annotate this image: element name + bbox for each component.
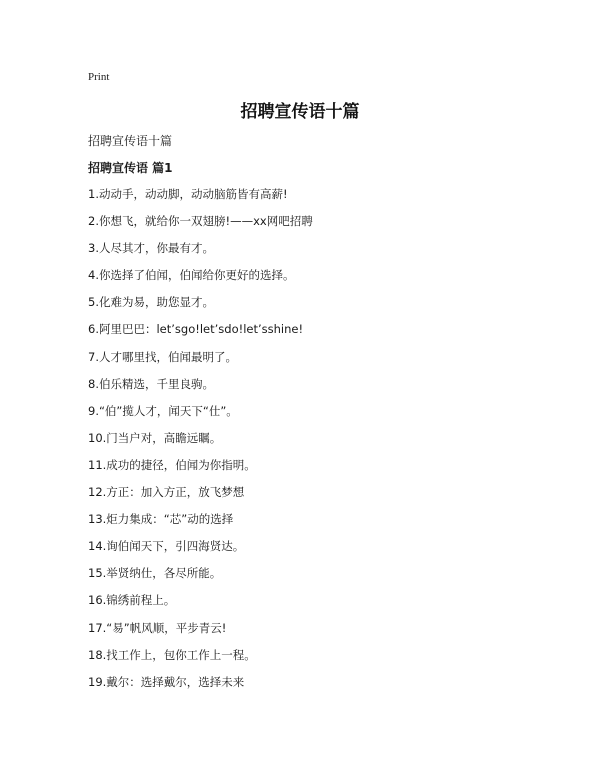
slogan-item: 9.“伯”揽人才，闻天下“仕”。 xyxy=(88,403,238,418)
slogan-item: 4.你选择了伯闻，伯闻给你更好的选择。 xyxy=(88,268,295,283)
slogan-item: 5.化难为易，助您显才。 xyxy=(88,295,214,310)
document-title: 招聘宣传语十篇 xyxy=(240,102,360,122)
slogan-item: 12.方正：加入方正，放飞梦想 xyxy=(88,485,245,500)
slogan-item: 17.“易”帆风顺，平步青云! xyxy=(88,620,227,635)
slogan-item: 11.成功的捷径，伯闻为你指明。 xyxy=(88,457,256,472)
slogan-item: 8.伯乐精选，千里良驹。 xyxy=(88,376,214,391)
slogan-item: 19.戴尔：选择戴尔，选择未来 xyxy=(88,674,245,689)
document-subtitle: 招聘宣传语十篇 xyxy=(88,134,173,148)
slogan-item: 10.门当户对，高瞻远瞩。 xyxy=(88,430,222,445)
slogan-item: 6.阿里巴巴：let’sgo!let’sdo!let’sshine! xyxy=(88,322,304,337)
slogan-item: 1.动动手，动动脚，动动脑筋皆有高薪! xyxy=(88,187,288,201)
slogan-item: 18.找工作上，包你工作上一程。 xyxy=(88,647,256,662)
slogan-item: 7.人才哪里找，伯闻最明了。 xyxy=(88,349,237,364)
slogan-item: 16.锦绣前程上。 xyxy=(88,593,176,608)
section-heading: 招聘宣传语 篇1 xyxy=(88,161,173,175)
slogan-item: 2.你想飞，就给你一双翅膀!——xx网吧招聘 xyxy=(88,214,313,229)
slogan-item: 13.炬力集成：“芯”动的选择 xyxy=(88,512,234,527)
slogan-list xyxy=(88,186,313,701)
slogan-item: 3.人尽其才，你最有才。 xyxy=(88,241,214,256)
slogan-item: 15.举贤纳仕，各尽所能。 xyxy=(88,566,222,581)
print-link[interactable]: Print xyxy=(88,71,110,83)
slogan-item: 14.询伯闻天下，引四海贤达。 xyxy=(88,539,245,554)
